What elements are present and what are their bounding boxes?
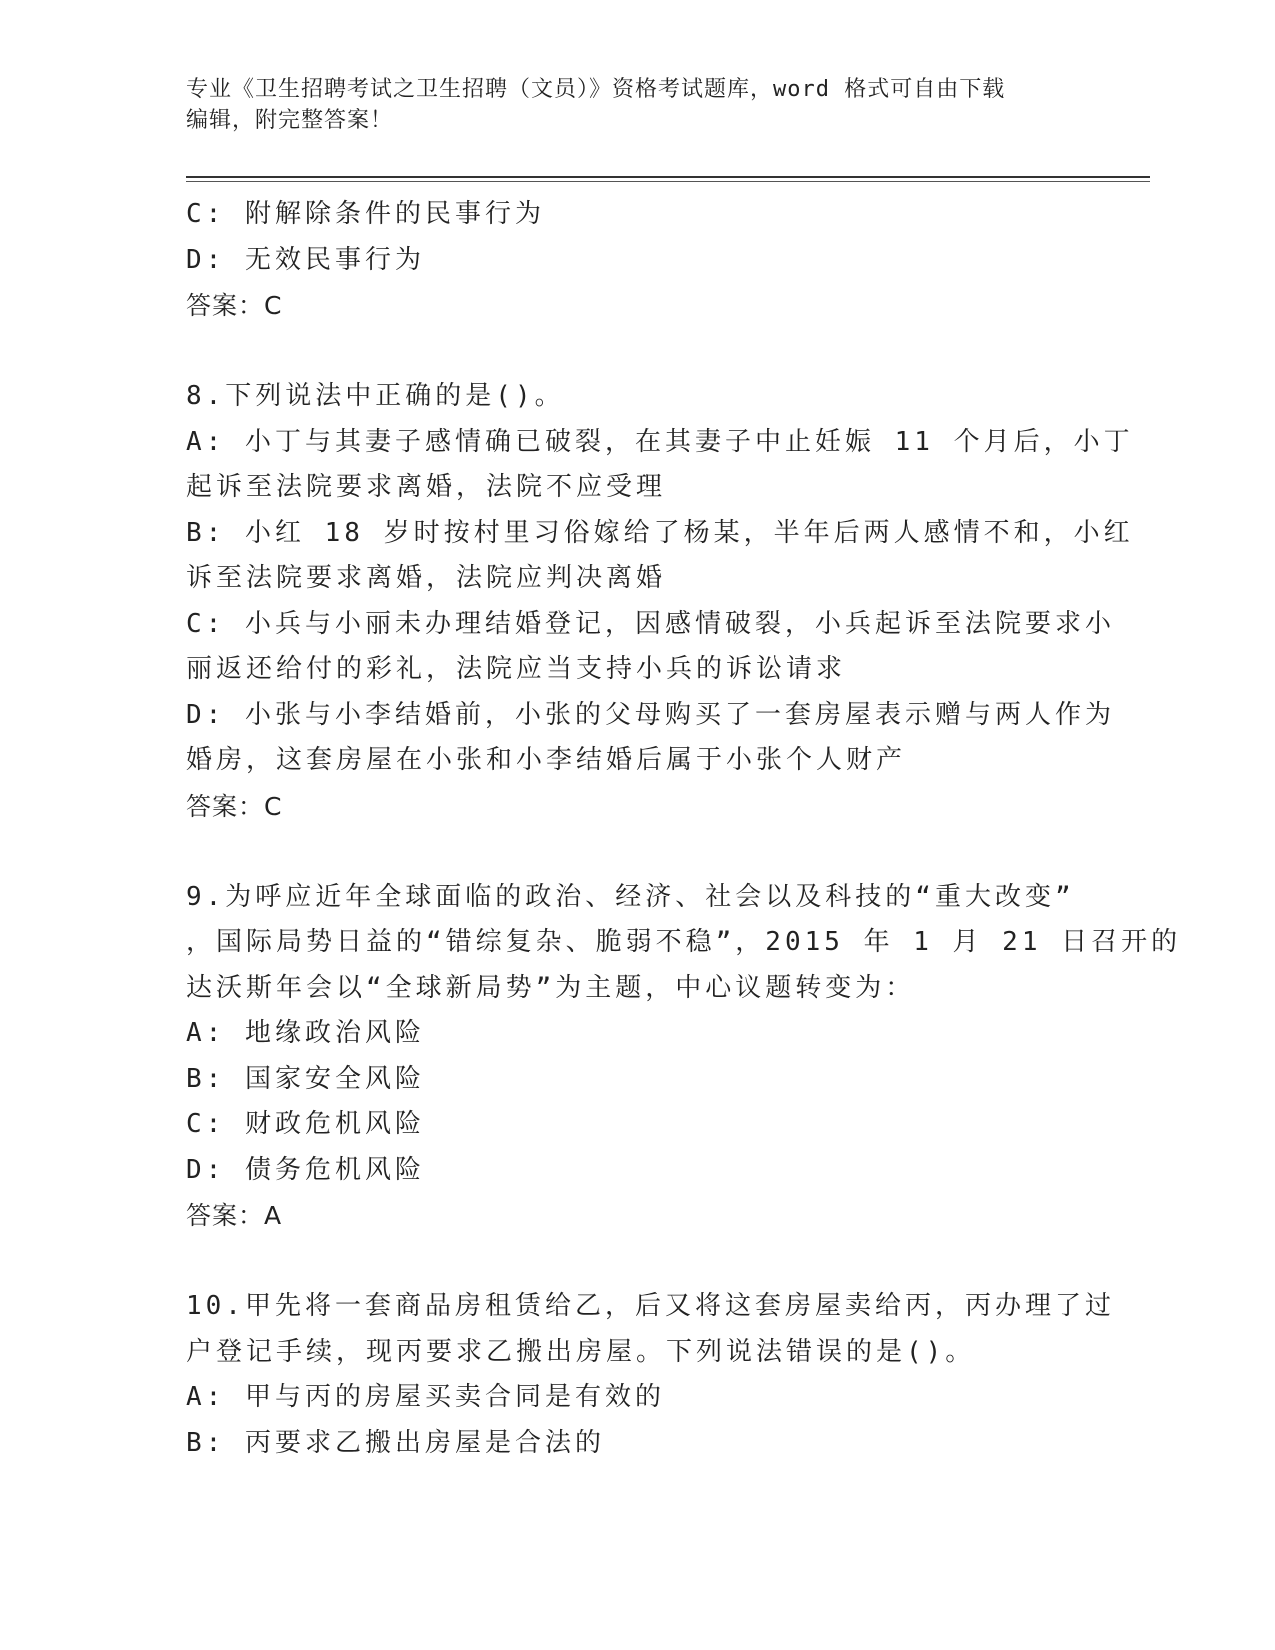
q8-option-d-line-2: 婚房，这套房屋在小张和小李结婚后属于小张个人财产 bbox=[186, 745, 907, 775]
q10-option-b: B: 丙要求乙搬出房屋是合法的 bbox=[186, 1427, 605, 1458]
question-list bbox=[186, 192, 1182, 1466]
q8-option-b-line-1: B: 小红 18 岁时按村里习俗嫁给了杨某，半年后两人感情不和，小红 bbox=[186, 517, 1134, 548]
q9-answer: 答案：A bbox=[186, 1201, 283, 1230]
q9-stem-line-1: 9.为呼应近年全球面临的政治、经济、社会以及科技的“重大改变” bbox=[186, 881, 1075, 912]
question-7-tail bbox=[186, 192, 1086, 329]
q8-option-a-line-2: 起诉至法院要求离婚，法院不应受理 bbox=[186, 472, 667, 502]
q8-stem: 8.下列说法中正确的是()。 bbox=[186, 381, 565, 411]
spacer bbox=[186, 829, 1086, 875]
q8-answer: 答案：C bbox=[186, 791, 283, 821]
q7-answer: 答案：C bbox=[186, 291, 283, 320]
question-9 bbox=[186, 875, 1182, 1239]
header-divider-thick bbox=[186, 176, 1150, 178]
q10-stem-line-1: 10.甲先将一套商品房租赁给乙，后又将这套房屋卖给丙，丙办理了过 bbox=[186, 1291, 1115, 1321]
q8-option-d-line-1: D: 小张与小李结婚前，小张的父母购买了一套房屋表示赠与两人作为 bbox=[186, 699, 1115, 730]
q9-option-a: A: 地缘政治风险 bbox=[186, 1018, 425, 1048]
q8-option-b-line-2: 诉至法院要求离婚，法院应判决离婚 bbox=[186, 563, 667, 593]
q9-stem-line-3: 达沃斯年会以“全球新局势”为主题，中心议题转变为： bbox=[186, 972, 916, 1003]
header-divider-thin bbox=[186, 181, 1150, 182]
q10-stem-line-2: 户登记手续，现丙要求乙搬出房屋。下列说法错误的是()。 bbox=[186, 1336, 976, 1367]
question-8 bbox=[186, 374, 1134, 829]
q8-option-c-line-1: C: 小兵与小丽未办理结婚登记，因感情破裂，小兵起诉至法院要求小 bbox=[186, 608, 1115, 639]
q7-option-c: C: 附解除条件的民事行为 bbox=[186, 199, 545, 229]
spacer bbox=[186, 1239, 1086, 1285]
q9-option-c: C: 财政危机风险 bbox=[186, 1109, 425, 1139]
question-10 bbox=[186, 1284, 1115, 1466]
q9-stem-line-2: ，国际局势日益的“错综复杂、脆弱不稳”，2015 年 1 月 21 日召开的 bbox=[186, 927, 1182, 957]
q10-option-a: A: 甲与丙的房屋买卖合同是有效的 bbox=[186, 1382, 665, 1412]
spacer bbox=[186, 329, 1086, 375]
header-line-1: 专业《卫生招聘考试之卫生招聘（文员）》资格考试题库，word 格式可自由下载 bbox=[186, 77, 1006, 102]
q7-option-d: D: 无效民事行为 bbox=[186, 244, 425, 275]
q8-option-c-line-2: 丽返还给付的彩礼，法院应当支持小兵的诉讼请求 bbox=[186, 654, 847, 684]
q8-option-a-line-1: A: 小丁与其妻子感情确已破裂，在其妻子中止妊娠 11 个月后，小丁 bbox=[186, 426, 1134, 457]
document-header bbox=[186, 74, 1066, 136]
q9-option-d: D: 债务危机风险 bbox=[186, 1154, 425, 1185]
header-line-2: 编辑，附完整答案！ bbox=[186, 108, 394, 133]
q9-option-b: B: 国家安全风险 bbox=[186, 1063, 425, 1094]
